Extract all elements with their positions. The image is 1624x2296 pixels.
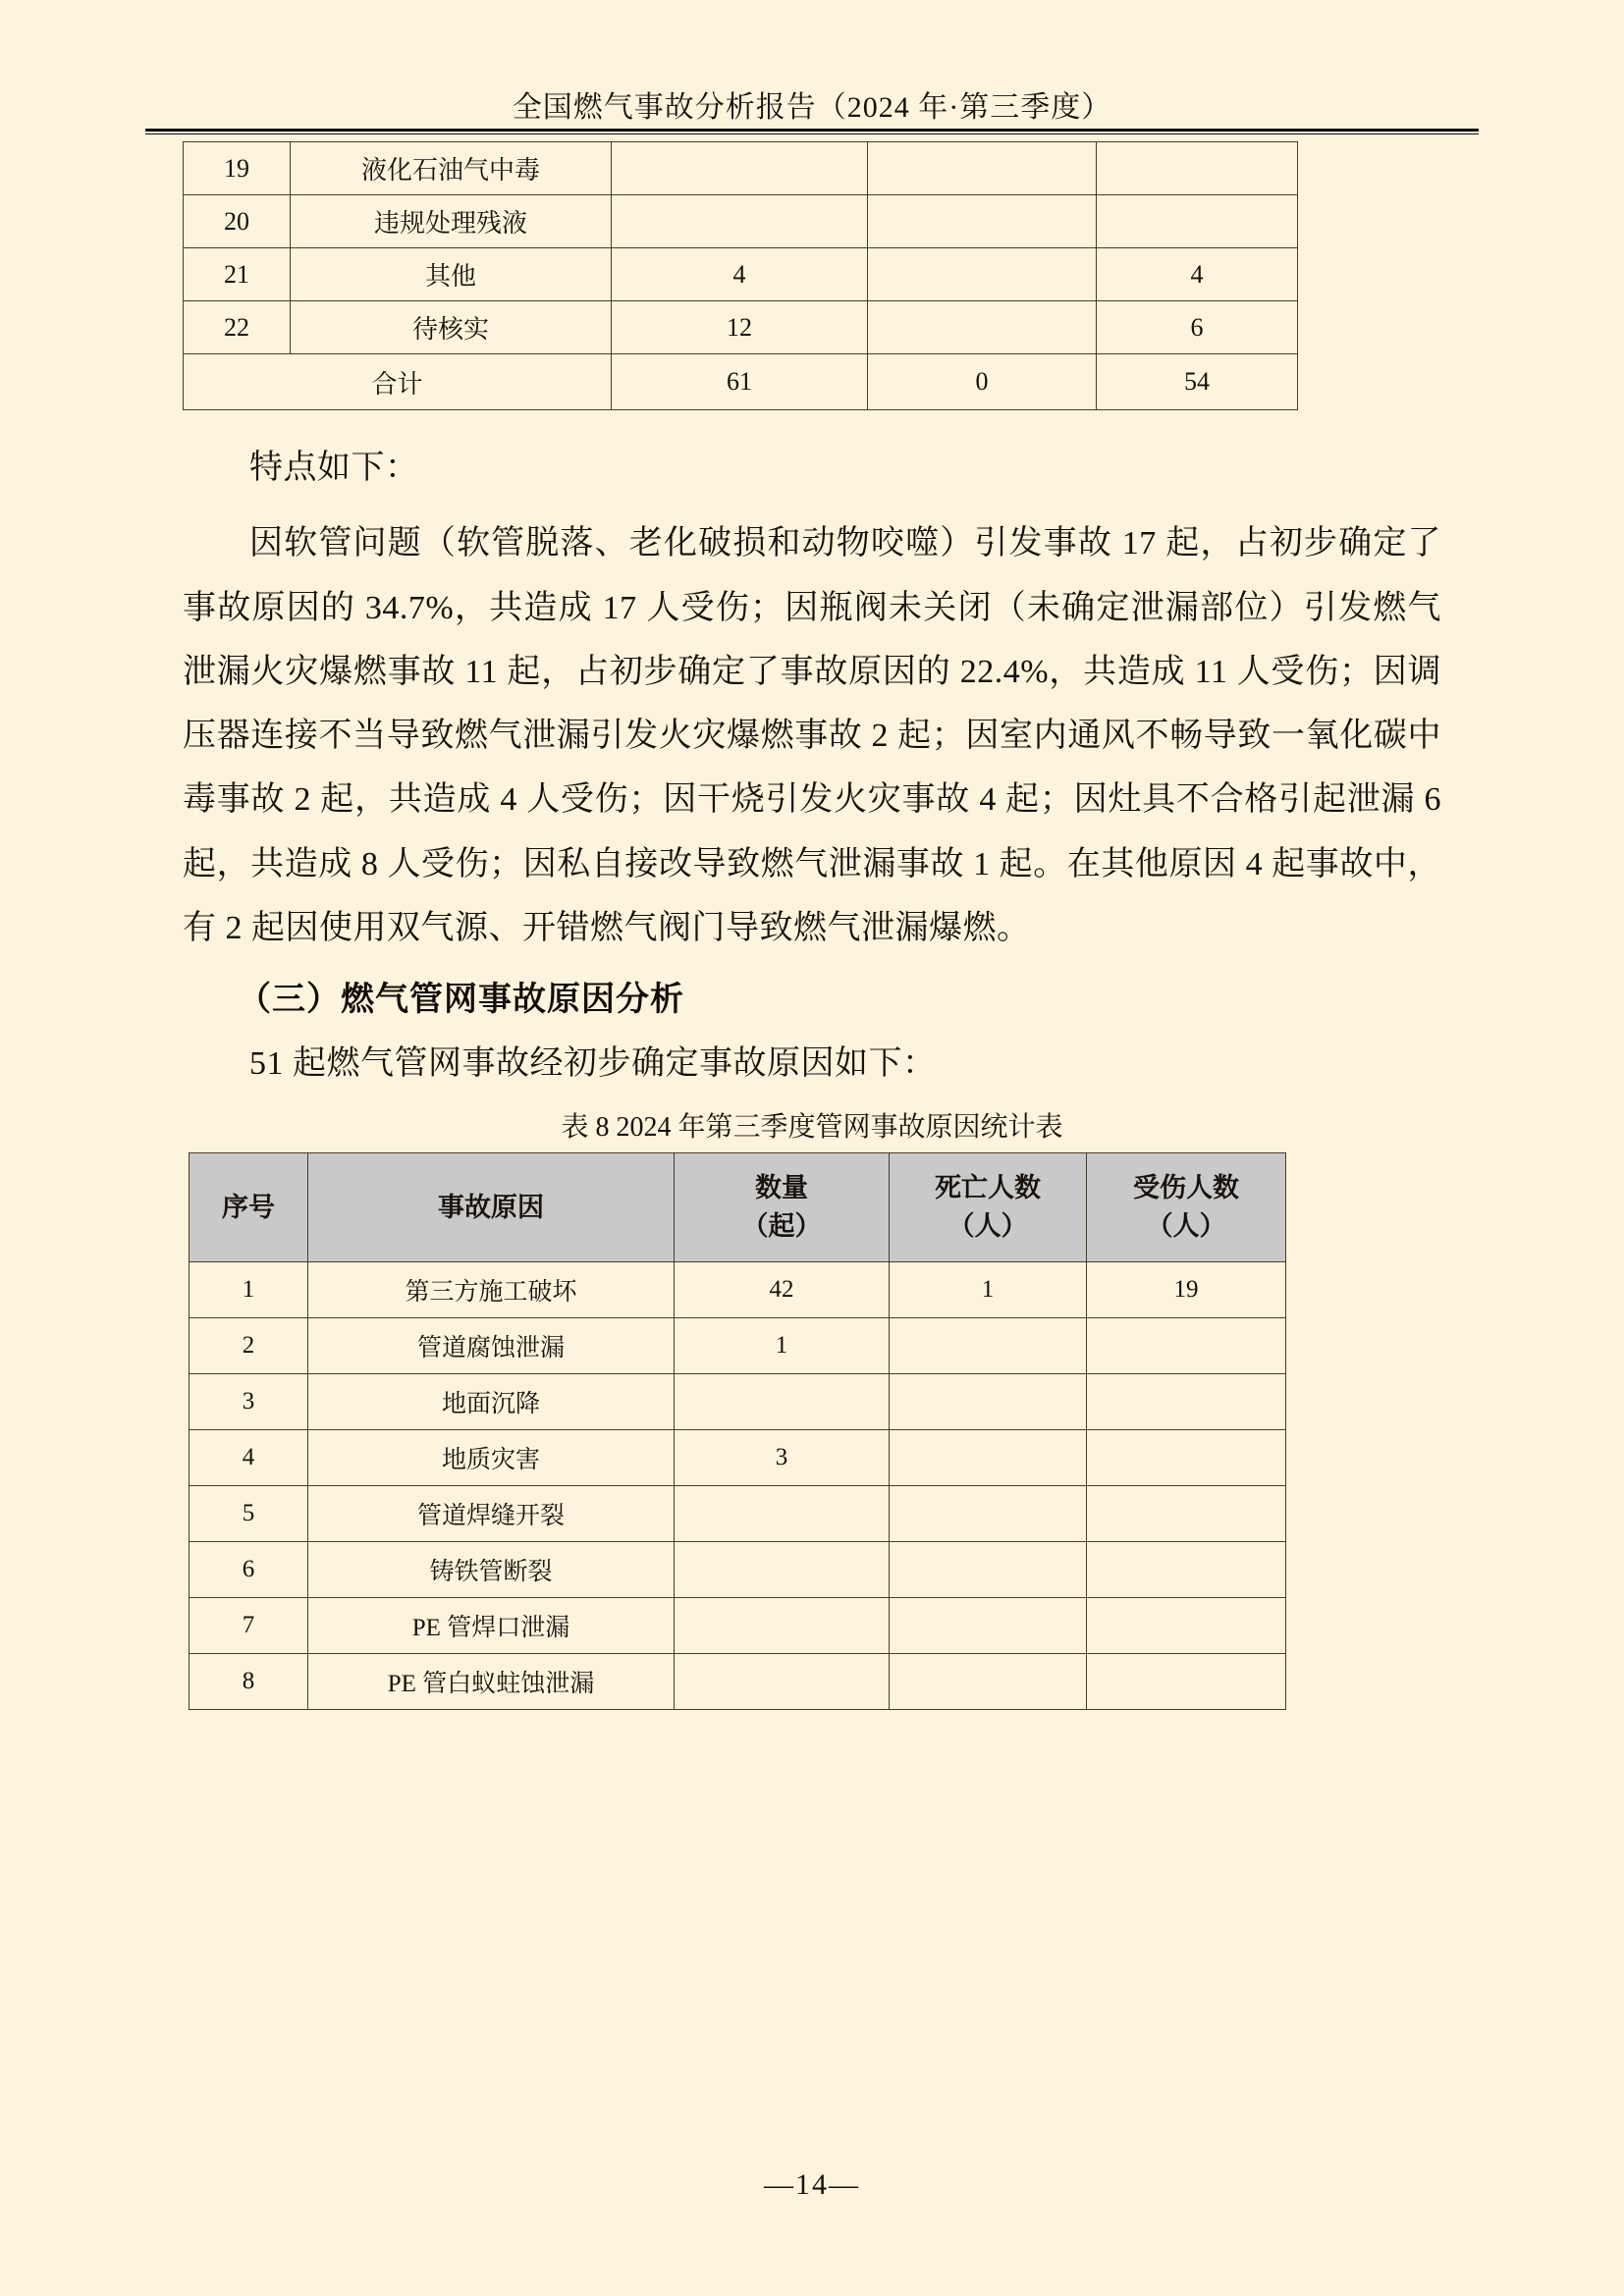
- row-injuries: [1087, 1430, 1286, 1486]
- header-deaths-line2: （人）: [947, 1211, 1028, 1242]
- table-row: [189, 1598, 1286, 1654]
- pipeline-accident-cause-table: [189, 1152, 1286, 1710]
- row-injuries: [1087, 1654, 1286, 1710]
- row-injuries: [1097, 195, 1298, 248]
- table-row: [184, 301, 1298, 354]
- row-cause: 其他: [291, 248, 612, 301]
- row-cause: 液化石油气中毒: [291, 142, 612, 195]
- row-injuries: [1087, 1486, 1286, 1542]
- row-injuries: 4: [1097, 248, 1298, 301]
- row-quantity: 4: [612, 248, 868, 301]
- header-quantity-line2: （起）: [741, 1211, 822, 1242]
- row-cause: 地面沉降: [308, 1374, 675, 1430]
- row-cause: 管道焊缝开裂: [308, 1486, 675, 1542]
- page-content: [183, 137, 1441, 1710]
- row-injuries: 19: [1087, 1262, 1286, 1318]
- row-number: 3: [189, 1374, 308, 1430]
- row-number: 21: [184, 248, 291, 301]
- row-number: 19: [184, 142, 291, 195]
- row-cause: 违规处理残液: [291, 195, 612, 248]
- header-injuries-line2: （人）: [1146, 1211, 1226, 1242]
- row-number: 7: [189, 1598, 308, 1654]
- table-row: [184, 248, 1298, 301]
- row-cause: 铸铁管断裂: [308, 1542, 675, 1598]
- row-number: 5: [189, 1486, 308, 1542]
- body-paragraph-2: 51 起燃气管网事故经初步确定事故原因如下：: [249, 1045, 937, 1083]
- header-injuries-line1: 受伤人数: [1133, 1173, 1239, 1203]
- row-quantity: 12: [612, 301, 868, 354]
- table-row: [189, 1318, 1286, 1374]
- row-injuries: [1087, 1598, 1286, 1654]
- row-number: 1: [189, 1262, 308, 1318]
- row-quantity: [675, 1654, 890, 1710]
- row-injuries: [1087, 1374, 1286, 1430]
- row-deaths: [868, 195, 1097, 248]
- header-rule: [145, 129, 1479, 134]
- row-deaths: [890, 1542, 1087, 1598]
- row-quantity: 3: [675, 1430, 890, 1486]
- table-row: [189, 1374, 1286, 1430]
- row-cause: 地质灾害: [308, 1430, 675, 1486]
- row-quantity: [612, 195, 868, 248]
- lead-in-text: 特点如下：: [249, 450, 419, 486]
- row-number: 22: [184, 301, 291, 354]
- table-row: [189, 1542, 1286, 1598]
- total-injuries: 54: [1097, 354, 1298, 410]
- page-number: —14—: [764, 2168, 860, 2201]
- row-cause: PE 管焊口泄漏: [308, 1598, 675, 1654]
- row-injuries: [1097, 142, 1298, 195]
- row-quantity: [675, 1598, 890, 1654]
- row-deaths: [868, 248, 1097, 301]
- continued-accident-cause-table: [183, 141, 1298, 410]
- row-quantity: [675, 1486, 890, 1542]
- table-header-row: [189, 1153, 1286, 1262]
- table-row: [184, 142, 1298, 195]
- row-deaths: [868, 301, 1097, 354]
- row-deaths: [890, 1486, 1087, 1542]
- total-quantity: 61: [612, 354, 868, 410]
- row-number: 20: [184, 195, 291, 248]
- body-paragraph-1: 因软管问题（软管脱落、老化破损和动物咬噬）引发事故 17 起，占初步确定了事故原因的 34.7%，共造成 17 人受伤；因瓶阀未关闭（未确定泄漏部位）引发燃气泄漏火灾爆燃事故 11 起，占初步确定了事故原因的 22.4%，共造成 11 人受伤；因调压器连接不当导致燃气泄漏引发火灾爆燃事故 2 起；因室内通风不畅导致一氧化碳中毒事故 2 起，共造成 4 人受伤；因干烧引发火灾事故 4 起；因灶具不合格引起泄漏 6 起，共造成 8 人受伤；因私自接改导致燃气泄漏事故 1 起。在其他原因 4 起事故中，有 2 起因使用双气源、开错燃气阀门导致燃气泄漏爆燃。: [183, 525, 1441, 946]
- row-injuries: 6: [1097, 301, 1298, 354]
- row-number: 8: [189, 1654, 308, 1710]
- row-injuries: [1087, 1318, 1286, 1374]
- header-quantity: [675, 1153, 890, 1262]
- header-cause: 事故原因: [308, 1153, 675, 1262]
- row-deaths: [890, 1654, 1087, 1710]
- row-injuries: [1087, 1542, 1286, 1598]
- row-deaths: 1: [890, 1262, 1087, 1318]
- header-deaths: [890, 1153, 1087, 1262]
- table-row: [189, 1262, 1286, 1318]
- row-number: 2: [189, 1318, 308, 1374]
- row-deaths: [890, 1430, 1087, 1486]
- table-row: [189, 1486, 1286, 1542]
- header-no: 序号: [189, 1153, 308, 1262]
- row-quantity: [675, 1374, 890, 1430]
- row-quantity: 1: [675, 1318, 890, 1374]
- header-deaths-line1: 死亡人数: [935, 1173, 1041, 1203]
- row-quantity: [612, 142, 868, 195]
- table-row: [189, 1430, 1286, 1486]
- table-total-row: [184, 354, 1298, 410]
- total-deaths: 0: [868, 354, 1097, 410]
- row-cause: 第三方施工破坏: [308, 1262, 675, 1318]
- header-injuries: [1087, 1153, 1286, 1262]
- row-cause: 待核实: [291, 301, 612, 354]
- row-deaths: [868, 142, 1097, 195]
- row-deaths: [890, 1598, 1087, 1654]
- table-row: [184, 195, 1298, 248]
- header-quantity-line1: 数量: [755, 1173, 808, 1203]
- table-row: [189, 1654, 1286, 1710]
- row-cause: 管道腐蚀泄漏: [308, 1318, 675, 1374]
- row-cause: PE 管白蚁蛀蚀泄漏: [308, 1654, 675, 1710]
- table8-caption: 表 8 2024 年第三季度管网事故原因统计表: [561, 1112, 1063, 1144]
- running-header: 全国燃气事故分析报告（2024 年·第三季度）: [512, 91, 1112, 124]
- row-deaths: [890, 1374, 1087, 1430]
- row-deaths: [890, 1318, 1087, 1374]
- section-heading: （三）燃气管网事故原因分析: [238, 982, 684, 1019]
- total-label: 合计: [184, 354, 612, 410]
- row-number: 6: [189, 1542, 308, 1598]
- row-number: 4: [189, 1430, 308, 1486]
- row-quantity: 42: [675, 1262, 890, 1318]
- row-quantity: [675, 1542, 890, 1598]
